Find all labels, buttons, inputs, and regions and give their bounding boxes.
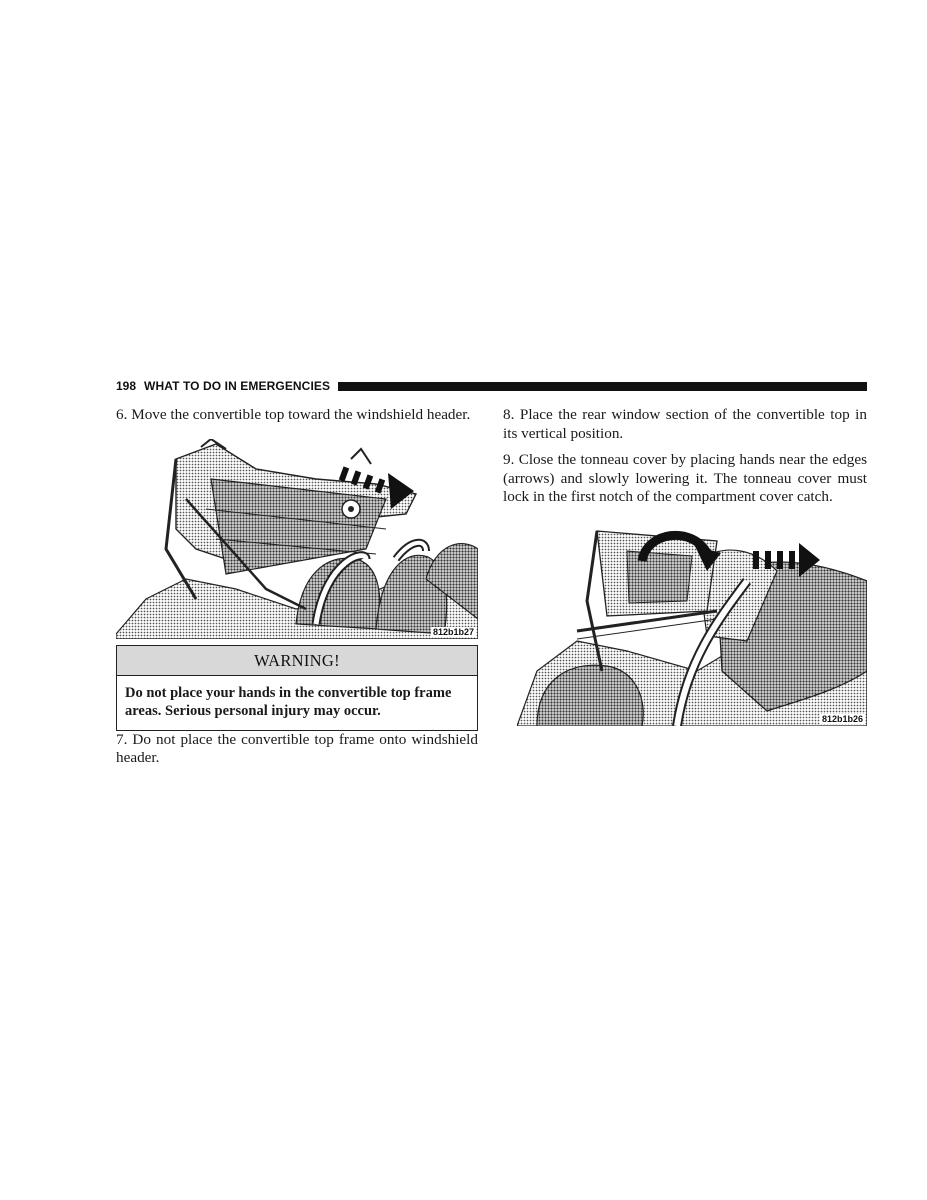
warning-title: WARNING! [117,646,477,676]
page-number: 198 [116,379,137,393]
step-7-text: 7. Do not place the convertible top frame onto windshield header. [116,730,478,766]
figure-code-label: 812b1b26 [821,713,863,724]
header-rule [338,382,867,391]
step-6-text: 6. Move the convertible top toward the windshield header. [116,406,471,423]
section-title: WHAT TO DO IN EMERGENCIES [144,379,331,393]
warning-text: Do not place your hands in the convertible top frame areas. Serious personal injury may occur. [125,684,452,719]
left-column [116,406,478,768]
warning-box [116,645,478,731]
figure-code-label: 812b1b27 [432,626,474,637]
page-header [116,378,867,394]
step-8-text: 8. Place the rear window section of the convertible top in its vertical position. [503,406,867,442]
right-column [503,406,867,726]
convertible-top-illustration [116,439,478,639]
tonneau-cover-illustration [517,521,867,726]
step-9-text: 9. Close the tonneau cover by placing hands near the edges (arrows) and slowly lowering it. The tonneau cover must lock in the first notch of the compartment cover catch. [503,451,867,505]
